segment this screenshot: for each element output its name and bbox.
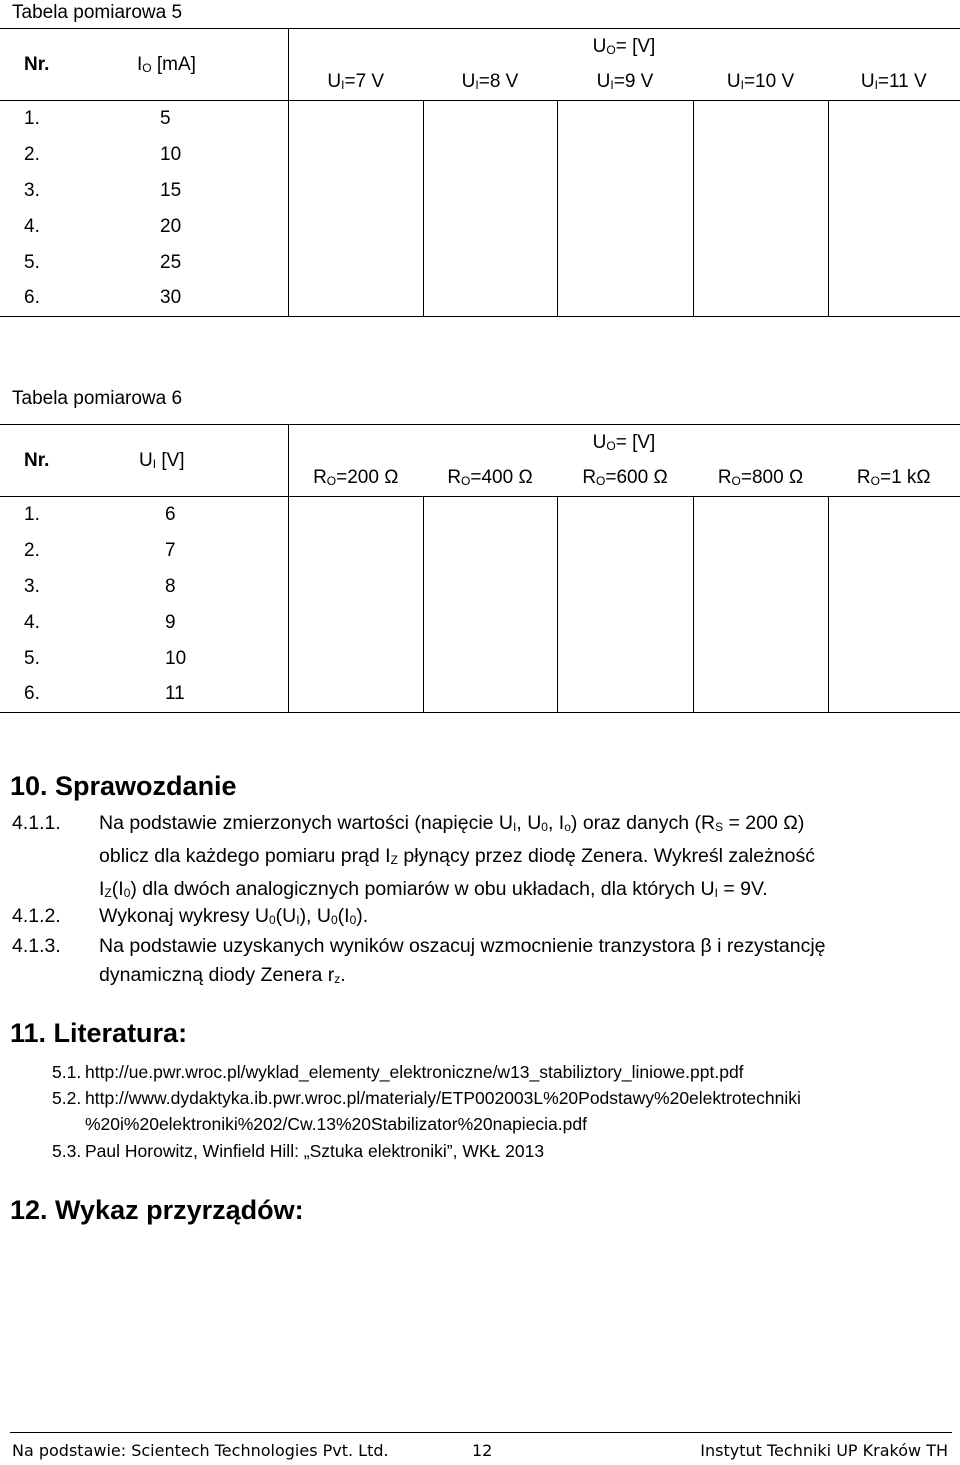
table6-row-value: 7 — [165, 539, 176, 561]
item-number: 4.1.2. — [12, 905, 61, 927]
table5-subheader-5: $U_I=11$ V — [828, 65, 960, 101]
table5-row-nr: 5. — [24, 251, 40, 273]
item-text: Na podstawie uzyskanych wyników oszacuj wzmocnienie tranzystora β i rezystancję dynamiczną diody Zenera $r_z$. — [99, 935, 826, 986]
table5-row-nr: 6. — [0, 281, 82, 317]
item-number: 4.1.1. — [12, 812, 61, 834]
literature-reference: Paul Horowitz, Winfield Hill: „Sztuka elektroniki”, WKŁ 2013 — [85, 1141, 545, 1161]
literature-link[interactable]: http://ue.pwr.wroc.pl/wyklad_elementy_elektroniczne/w13_stabiliztory_liniowe.ppt.pdf — [85, 1062, 744, 1082]
table6-row-value: 9 — [165, 611, 176, 633]
table5-cell[interactable] — [693, 101, 828, 317]
table5-row-value: 15 — [160, 179, 182, 201]
footer-institute: Instytut Techniki UP Kraków TH — [700, 1441, 948, 1460]
table5-row-value: 30 — [82, 281, 288, 317]
table5-subheader-2: $U_I=8$ V — [423, 65, 557, 101]
table5-header-nr: Nr. — [0, 29, 82, 101]
table6-row-nr: 1. — [0, 497, 82, 533]
table6-header-nr: Nr. — [0, 425, 82, 497]
item-text: Na podstawie zmierzonych wartości (napięcie $U_I$, $U_0$, $I_o$) oraz danych ($R_S = 200$ Ω) oblicz dla każdego pomiaru prąd $I_Z$ płynący przez diodę Zenera. Wykreśl zależność $I_Z(I_0)$ dla dwóch analogicznych pomiarów w obu układach, dla których $U_I = 9V$. — [99, 812, 816, 900]
footer-source: Na podstawie: Scientech Technologies Pvt. Ltd. — [12, 1441, 389, 1460]
item-number: 5.2. — [52, 1088, 82, 1108]
footer-divider — [10, 1432, 952, 1433]
table6-cell[interactable] — [557, 497, 693, 713]
table5-row-value: 5 — [82, 101, 288, 137]
table5-row-value: 25 — [160, 251, 182, 273]
table5-row-value: 20 — [160, 215, 182, 237]
table5-cell[interactable] — [828, 101, 960, 317]
footer-page-number: 12 — [472, 1441, 493, 1460]
table5-header-group: $U_O= [V]$ — [288, 29, 960, 65]
table6-cell[interactable] — [423, 497, 557, 713]
table5 — [0, 28, 960, 317]
item-number: 5.1. — [52, 1062, 82, 1082]
table6-row-nr: 3. — [24, 575, 40, 597]
table6-subheader-3: $R_O=600$ Ω — [557, 461, 693, 497]
table5-row-nr: 1. — [0, 101, 82, 137]
table6-cell[interactable] — [693, 497, 828, 713]
table5-header-current: $I_O$ [mA] — [82, 29, 288, 101]
table6-header-group: $U_O= [V]$ — [288, 425, 960, 461]
item-text: Wykonaj wykresy $U_0(U_I)$, $U_0(I_0)$. — [99, 905, 369, 927]
table6-subheader-4: $R_O=800$ Ω — [693, 461, 828, 497]
table5-subheader-4: $U_I=10$ V — [693, 65, 828, 101]
table5-cell[interactable] — [423, 101, 557, 317]
table6-row-value: 11 — [82, 677, 288, 713]
section-11-title: 11. Literatura: — [10, 1018, 188, 1048]
table5-cell[interactable] — [557, 101, 693, 317]
table5-row-value: 10 — [160, 143, 182, 165]
table6-subheader-1: $R_O=200$ Ω — [288, 461, 423, 497]
literature-link-continuation[interactable]: %20i%20elektroniki%202/Cw.13%20Stabilizator%20napiecia.pdf — [85, 1114, 587, 1134]
table5-subheader-1: $U_I=7$ V — [288, 65, 423, 101]
table6-row-value: 8 — [165, 575, 176, 597]
table5-row-nr: 2. — [24, 143, 40, 165]
table6-row-nr: 4. — [24, 611, 40, 633]
item-number: 5.3. — [52, 1141, 82, 1161]
table5-row-nr: 3. — [24, 179, 40, 201]
table6-header-voltage: $U_I$ [V] — [82, 425, 288, 497]
literature-link[interactable]: http://www.dydaktyka.ib.pwr.wroc.pl/materialy/ETP002003L%20Podstawy%20elektrotechniki — [85, 1088, 801, 1108]
table6-subheader-5: $R_O=1$ kΩ — [828, 461, 960, 497]
table6-cell[interactable] — [288, 497, 423, 713]
table6-cell[interactable] — [828, 497, 960, 713]
table5-row-nr: 4. — [24, 215, 40, 237]
table6-row-nr: 6. — [0, 677, 82, 713]
table6-row-value: 6 — [82, 497, 288, 533]
table5-cell[interactable] — [288, 101, 423, 317]
table6-subheader-2: $R_O=400$ Ω — [423, 461, 557, 497]
table5-caption: Tabela pomiarowa 5 — [12, 2, 183, 23]
table5-subheader-3: $U_I=9$ V — [557, 65, 693, 101]
table6 — [0, 424, 960, 713]
table6-row-value: 10 — [165, 647, 187, 669]
section-10-title: 10. Sprawozdanie — [10, 771, 237, 801]
item-number: 4.1.3. — [12, 935, 61, 957]
table6-caption: Tabela pomiarowa 6 — [12, 388, 183, 409]
table6-row-nr: 2. — [24, 539, 40, 561]
section-12-title: 12. Wykaz przyrządów: — [10, 1195, 304, 1225]
table6-row-nr: 5. — [24, 647, 40, 669]
